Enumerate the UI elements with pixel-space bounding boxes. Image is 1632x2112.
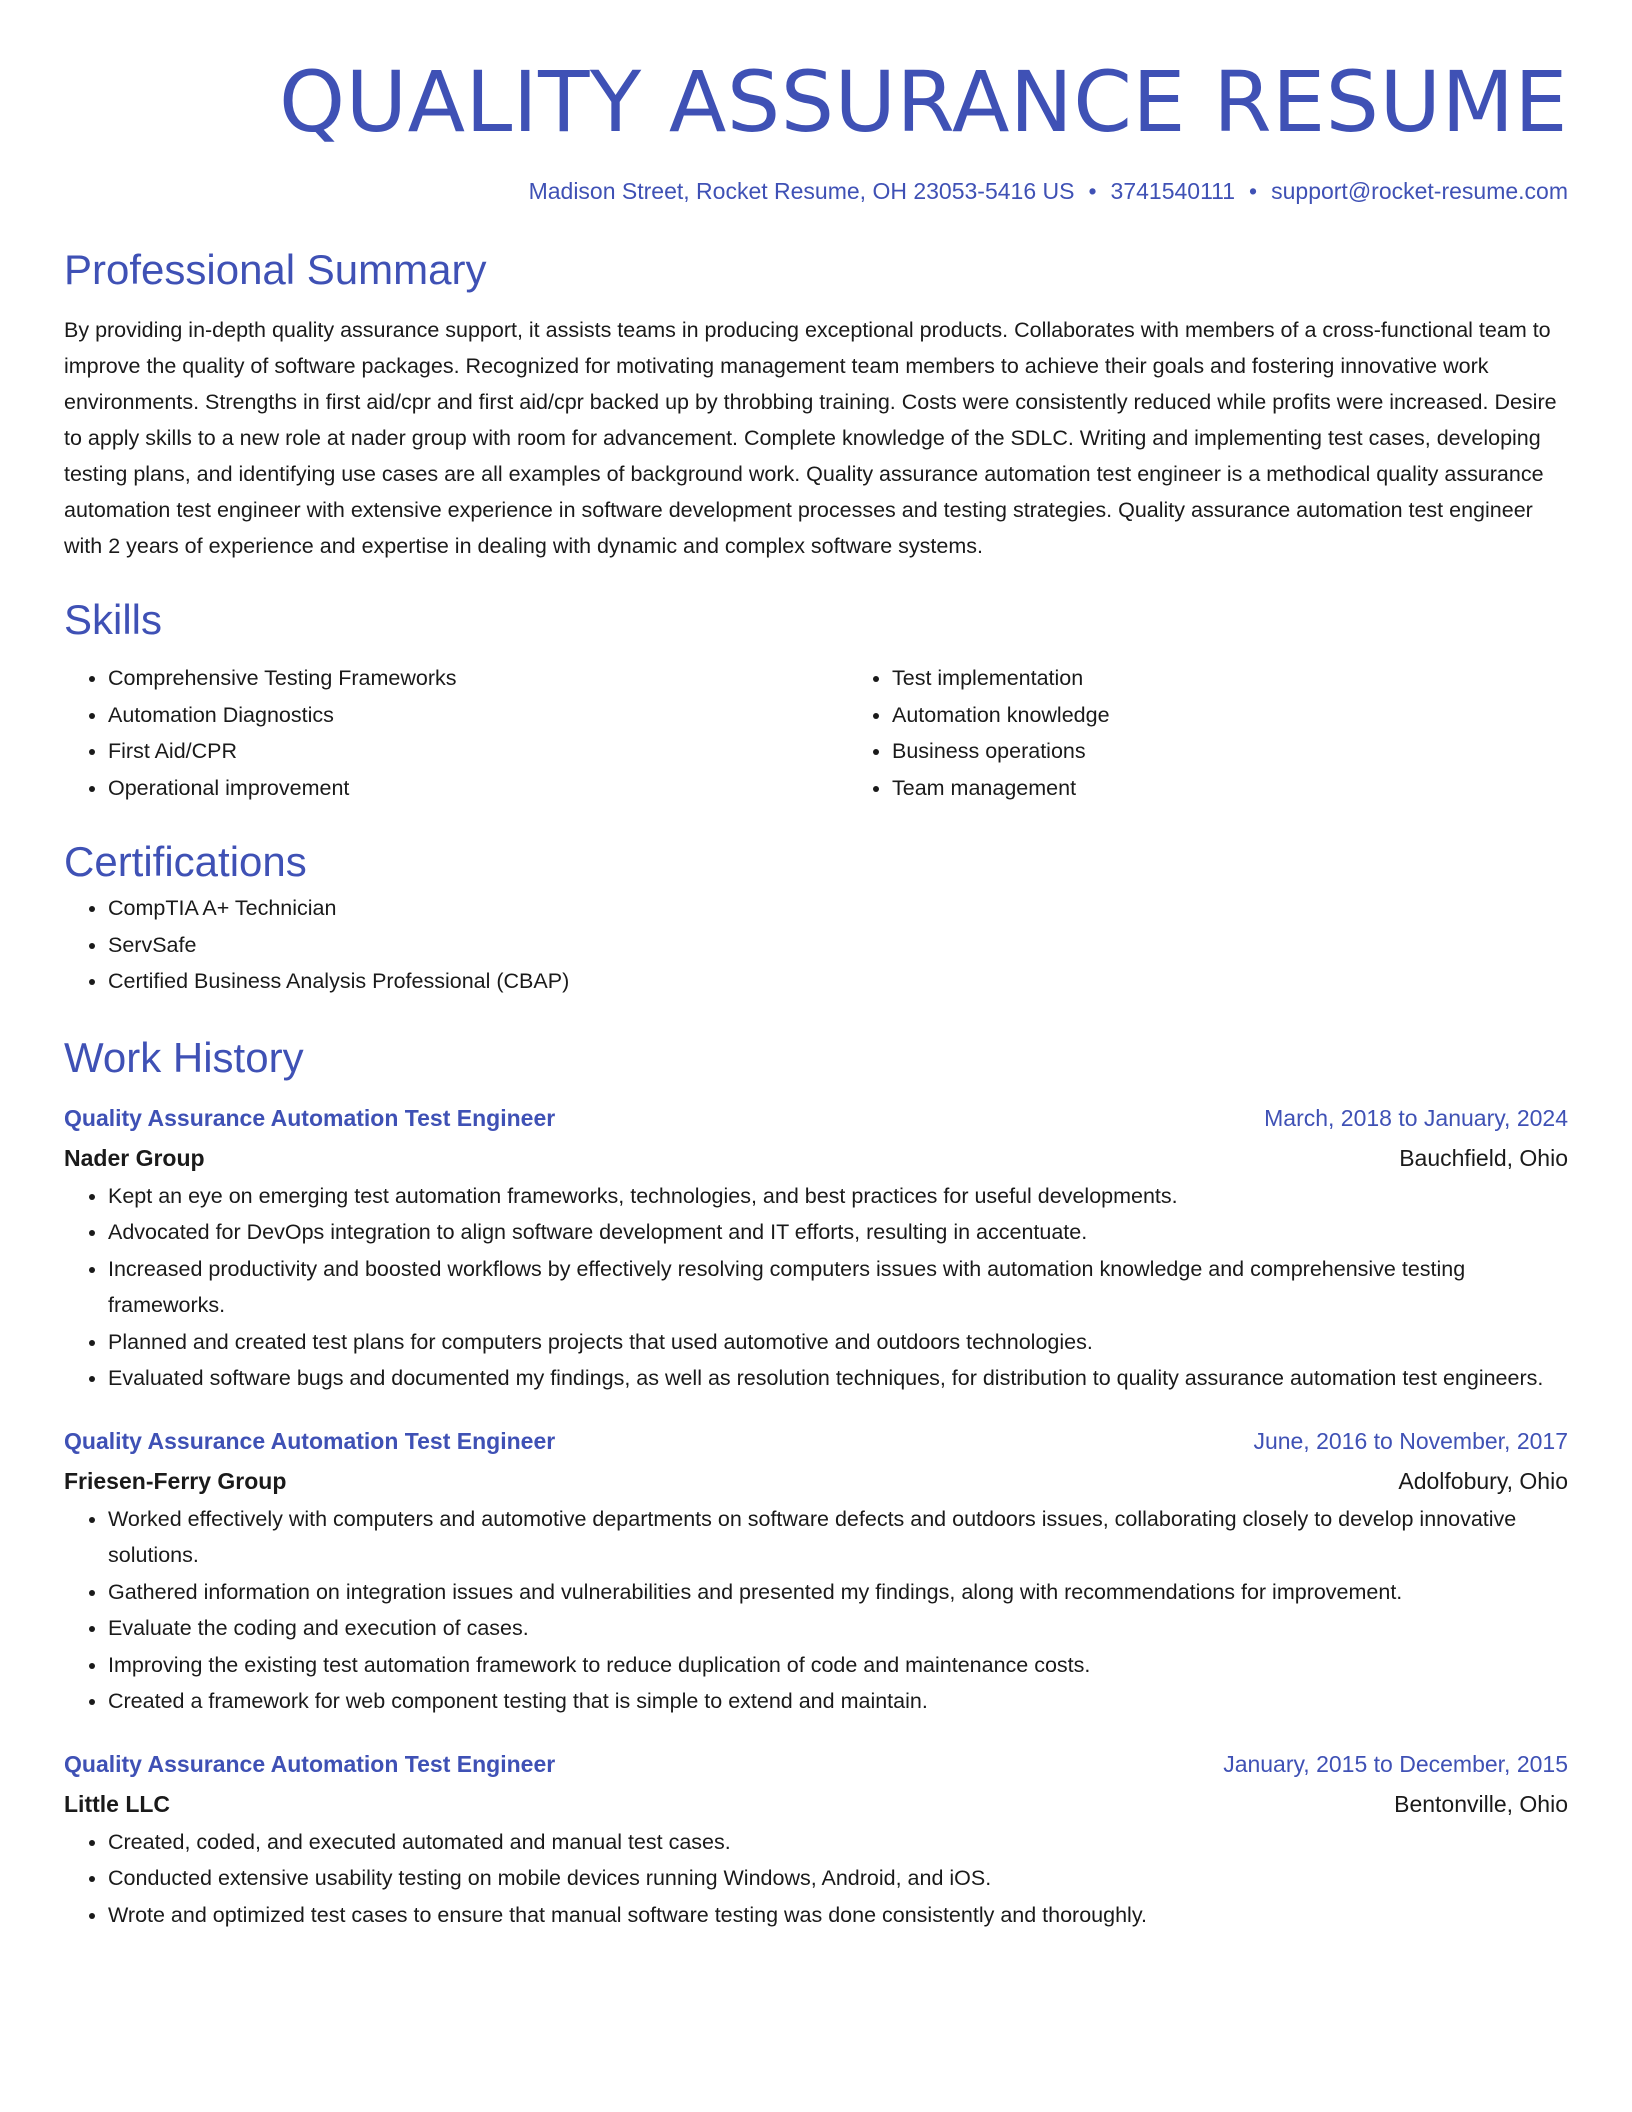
skill-item: • Team management: [892, 770, 1632, 807]
email-link[interactable]: support@rocket-resume.com: [1271, 178, 1568, 204]
certification-item: • ServSafe: [108, 927, 1568, 964]
job-company-row: [64, 1784, 1568, 1824]
skill-item: • Automation Diagnostics: [108, 697, 848, 734]
separator: •: [1088, 178, 1097, 204]
certifications-list: [64, 890, 1568, 1000]
skill-item: • Automation knowledge: [892, 697, 1632, 734]
certification-item: • CompTIA A+ Technician: [108, 890, 1568, 927]
job-title: Quality Assurance Automation Test Engineer: [64, 1427, 556, 1454]
job-bullet: • Improving the existing test automation framework to reduce duplication of code and maintenance costs.: [108, 1647, 1568, 1684]
skills-right-list: [848, 660, 1632, 806]
address: Madison Street, Rocket Resume, OH 23053-5416 US: [528, 178, 1075, 204]
job-entry: [64, 1421, 1568, 1720]
job-company: Friesen-Ferry Group: [64, 1467, 287, 1494]
job-bullet: • Worked effectively with computers and automotive departments on software defects and outdoors issues, collaborating closely to develop innovative solutions.: [108, 1501, 1568, 1574]
phone: 3741540111: [1110, 178, 1236, 204]
job-location: Adolfobury, Ohio: [1398, 1467, 1568, 1494]
resume-title: QUALITY ASSURANCE RESUME: [278, 53, 1568, 151]
job-bullet: • Evaluated software bugs and documented my findings, as well as resolution techniques, for distribution to quality assurance automation test engineers.: [108, 1360, 1568, 1397]
job-bullet: • Created a framework for web component testing that is simple to extend and maintain.: [108, 1683, 1568, 1720]
work-history-heading: Work History: [64, 1033, 304, 1081]
job-dates: January, 2015 to December, 2015: [1223, 1750, 1568, 1777]
job-bullet: • Planned and created test plans for computers projects that used automotive and outdoors technologies.: [108, 1324, 1568, 1361]
skill-item: • First Aid/CPR: [108, 733, 848, 770]
job-title: Quality Assurance Automation Test Engineer: [64, 1750, 556, 1777]
job-title: Quality Assurance Automation Test Engineer: [64, 1104, 556, 1131]
job-bullets: [64, 1824, 1568, 1934]
skills-heading: Skills: [64, 596, 163, 643]
job-location: Bauchfield, Ohio: [1399, 1144, 1568, 1171]
job-bullet: • Wrote and optimized test cases to ensure that manual software testing was done consistently and thoroughly.: [108, 1897, 1568, 1934]
skill-item: • Operational improvement: [108, 770, 848, 807]
job-location: Bentonville, Ohio: [1394, 1790, 1568, 1817]
job-title-row: [64, 1098, 1568, 1138]
summary-heading: Professional Summary: [64, 246, 487, 293]
job-bullet: • Increased productivity and boosted workflows by effectively resolving computers issues with automation knowledge and comprehensive testing frameworks.: [108, 1251, 1568, 1324]
separator: •: [1249, 178, 1258, 204]
skills-grid: [64, 660, 1568, 806]
skill-item: • Test implementation: [892, 660, 1632, 697]
contact-line: [64, 174, 1568, 208]
job-bullet: • Created, coded, and executed automated and manual test cases.: [108, 1824, 1568, 1861]
job-company-row: [64, 1138, 1568, 1178]
job-entry: [64, 1098, 1568, 1397]
job-bullets: [64, 1501, 1568, 1720]
job-dates: March, 2018 to January, 2024: [1264, 1104, 1568, 1131]
job-company-row: [64, 1461, 1568, 1501]
job-bullets: [64, 1178, 1568, 1397]
certifications-heading: Certifications: [64, 838, 307, 885]
job-entry: [64, 1744, 1568, 1934]
skill-item: • Business operations: [892, 733, 1632, 770]
job-bullet: • Conducted extensive usability testing on mobile devices running Windows, Android, and iOS.: [108, 1860, 1568, 1897]
job-title-row: [64, 1744, 1568, 1784]
job-bullet: • Gathered information on integration issues and vulnerabilities and presented my findings, along with recommendations for improvement.: [108, 1574, 1568, 1611]
job-bullet: • Kept an eye on emerging test automation frameworks, technologies, and best practices for useful developments.: [108, 1178, 1568, 1215]
job-bullet: • Advocated for DevOps integration to align software development and IT efforts, resulting in accentuate.: [108, 1214, 1568, 1251]
job-bullet: • Evaluate the coding and execution of cases.: [108, 1610, 1568, 1647]
job-title-row: [64, 1421, 1568, 1461]
job-dates: June, 2016 to November, 2017: [1253, 1427, 1568, 1454]
job-company: Nader Group: [64, 1144, 205, 1171]
certification-item: • Certified Business Analysis Professional (CBAP): [108, 963, 1568, 1000]
summary-text: By providing in-depth quality assurance support, it assists teams in producing exceptional products. Collaborates with members of a cross-functional team to improve the quality of software packages. Recognized for motivating management team members to achieve their goals and fostering innovative work environments. Strengths in first aid/cpr and first aid/cpr backed up by throbbing training. Costs were consistently reduced while profits were increased. Desire to apply skills to a new role at nader group with room for advancement. Complete knowledge of the SDLC. Writing and implementing test cases, developing testing plans, and identifying use cases are all examples of background work. Quality assurance automation test engineer is a methodical quality assurance automation test engineer with extensive experience in software development processes and testing strategies. Quality assurance automation test engineer with 2 years of experience and expertise in dealing with dynamic and complex software systems.: [64, 318, 1557, 558]
job-company: Little LLC: [64, 1790, 171, 1817]
skills-left-list: [64, 660, 848, 806]
skill-item: • Comprehensive Testing Frameworks: [108, 660, 848, 697]
